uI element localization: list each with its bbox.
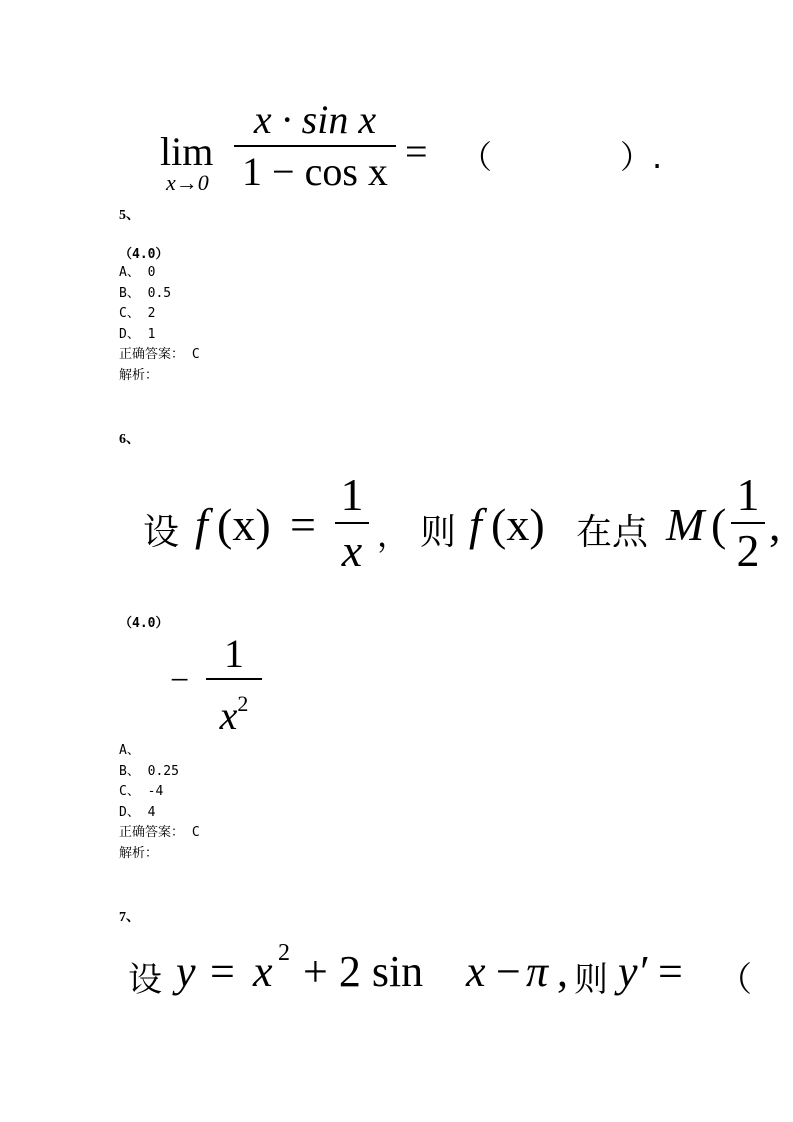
- q6-option-b[interactable]: B、 0.25: [119, 763, 179, 779]
- q7-x: x: [253, 947, 273, 996]
- q5-score: （4.0）: [119, 247, 169, 262]
- q6-paren-x2: (x): [491, 499, 545, 550]
- q6-option-c[interactable]: C、 -4: [119, 784, 164, 799]
- q6-then: 则: [420, 512, 457, 553]
- q7-eq: =: [210, 947, 235, 996]
- q6-eq: =: [290, 499, 316, 550]
- q7-comma: ,: [557, 947, 568, 996]
- q7-then: 则: [574, 960, 608, 1000]
- q5-blank: （ ）.: [460, 138, 663, 176]
- q5-analysis: 解析：: [119, 367, 159, 383]
- q6-img-bar: [206, 678, 262, 680]
- q6-option-a[interactable]: A、: [119, 743, 140, 758]
- q5-answer: 正确答案： C: [119, 347, 200, 362]
- q6-f1: f: [195, 499, 208, 550]
- q6-den: x: [341, 525, 363, 576]
- q7-formula: [128, 940, 768, 1010]
- q6-answer: 正确答案： C: [119, 825, 200, 840]
- q6-prefix: 设: [143, 512, 180, 553]
- q6-tail: ,: [769, 499, 781, 550]
- q5-fraction-bar: [234, 145, 396, 147]
- q7-exp: 2: [278, 940, 290, 966]
- q6-num: 1: [340, 470, 364, 520]
- q5-option-a[interactable]: A、 0: [119, 265, 156, 280]
- q7-pi: π: [526, 947, 549, 996]
- q7-x2: x: [466, 947, 486, 996]
- q6-image-formula: [170, 632, 280, 742]
- q6-img-den: x: [219, 693, 238, 738]
- q6-atpoint: 在点: [576, 512, 649, 553]
- q7-open: （: [718, 960, 752, 1000]
- q7-eq2: =: [658, 947, 683, 996]
- q6-analysis: 解析：: [119, 845, 159, 861]
- q5-option-b[interactable]: B、 0.5: [119, 285, 172, 301]
- q6-point-bar: [731, 522, 765, 524]
- q5-option-c[interactable]: C、 2: [119, 306, 156, 321]
- q6-img-num: 1: [224, 631, 244, 676]
- q6-point-den: 2: [736, 525, 760, 576]
- q6-img-minus: −: [170, 662, 190, 699]
- q7-y: y: [176, 947, 196, 996]
- q5-lim: lim: [160, 129, 214, 174]
- q5-equals: =: [405, 129, 428, 174]
- q7-yprime: y′: [618, 947, 648, 996]
- q5-options: [119, 263, 200, 386]
- q6-fraction-bar: [335, 522, 369, 524]
- q6-formula: [143, 470, 793, 585]
- q5-numerator: x · sin x: [253, 97, 377, 142]
- q6-score: （4.0）: [119, 616, 169, 631]
- q7-rest: + 2 sin: [303, 947, 424, 996]
- q6-M: M: [666, 499, 705, 550]
- q5-number: 5、: [119, 208, 140, 223]
- q6-options: [119, 741, 200, 864]
- q6-paren-x1: (x): [217, 499, 271, 550]
- q7-minus: −: [496, 947, 521, 996]
- q5-denominator: 1 − cos x: [242, 149, 388, 194]
- q6-option-d[interactable]: D、 4: [119, 804, 156, 820]
- q7-number: 7、: [119, 910, 140, 925]
- q6-img-exp: 2: [237, 691, 249, 716]
- q6-number: 6、: [119, 432, 140, 447]
- q5-option-d[interactable]: D、 1: [119, 326, 156, 342]
- q7-prefix: 设: [128, 960, 162, 1000]
- q6-open-paren: (: [711, 499, 727, 550]
- q6-point-num: 1: [736, 470, 760, 520]
- q6-f2: f: [469, 499, 482, 550]
- q5-lim-sub: x→0: [166, 170, 209, 195]
- q6-comma: ，: [377, 516, 410, 554]
- q5-formula: [160, 97, 663, 208]
